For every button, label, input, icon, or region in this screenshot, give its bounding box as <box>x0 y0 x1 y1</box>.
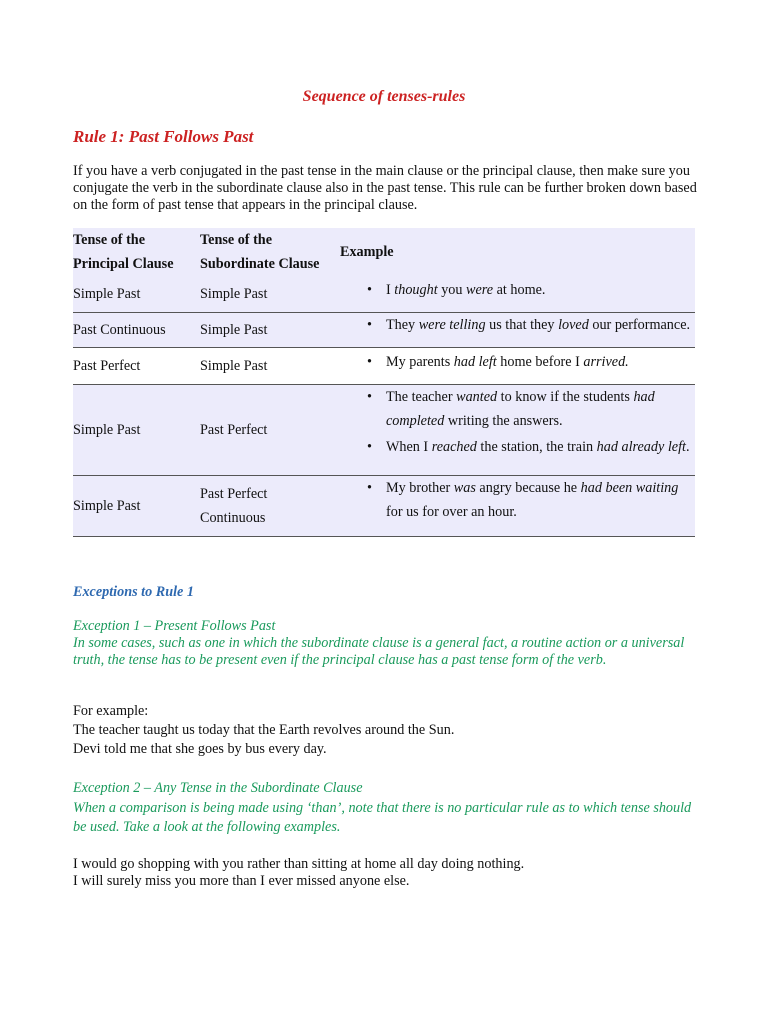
example-item: • I thought you were at home. <box>386 278 695 302</box>
example-list <box>340 385 695 459</box>
exception-2-title: Exception 2 – Any Tense in the Subordinate Clause <box>73 780 363 796</box>
header-principal-clause: Tense of the Principal Clause <box>73 228 200 276</box>
table-row <box>73 476 695 537</box>
example-item: • The teacher wanted to know if the students had completed writing the answers. <box>386 385 695 433</box>
example-list <box>340 476 695 524</box>
example-sentence: I would go shopping with you rather than sitting at home all day doing nothing. <box>73 856 525 872</box>
table-row <box>73 348 695 385</box>
tense-table <box>73 228 695 537</box>
principal-tense-cell: Simple Past <box>73 476 200 537</box>
example-cell <box>340 385 695 476</box>
principal-tense-cell: Simple Past <box>73 385 200 476</box>
exception-1-examples <box>73 702 454 759</box>
exception-1-title: Exception 1 – Present Follows Past <box>73 618 276 634</box>
principal-tense-cell: Past Continuous <box>73 313 200 348</box>
example-cell <box>340 313 695 348</box>
subordinate-tense-cell: Simple Past <box>200 348 340 385</box>
header-example: Example <box>340 228 695 276</box>
exception-2-text: When a comparison is being made using ‘than’, note that there is no particular rule as to which tense should be used. Take a look at the following examples. <box>73 799 692 835</box>
subordinate-tense-cell: Past Perfect <box>200 385 340 476</box>
example-cell <box>340 476 695 537</box>
example-sentence: The teacher taught us today that the Earth revolves around the Sun. <box>73 722 455 738</box>
example-list <box>340 350 695 374</box>
example-item: • They were telling us that they loved our performance. <box>386 313 695 337</box>
example-cell <box>340 348 695 385</box>
example-sentence: Devi told me that she goes by bus every day. <box>73 741 327 757</box>
table-row <box>73 313 695 348</box>
table-header-row <box>73 228 695 276</box>
examples-label: For example: <box>73 703 149 719</box>
exception-1-text: In some cases, such as one in which the subordinate clause is a general fact, a routine action or a universal truth, the tense has to be present even if the principal clause has a past tense form of the verb. <box>73 635 685 668</box>
exception-1-block <box>73 618 698 669</box>
example-sentence: I will surely miss you more than I ever missed anyone else. <box>73 873 410 889</box>
table-row <box>73 385 695 476</box>
rule-intro-paragraph: If you have a verb conjugated in the past tense in the main clause or the principal clause, then make sure you conjugate the verb in the subordinate clause also in the past tense. This rule can be further broken down based on the form of past tense that appears in the principal clause. <box>73 163 697 213</box>
example-list <box>340 313 695 337</box>
example-cell <box>340 276 695 313</box>
exception-2-block <box>73 779 698 838</box>
subordinate-tense-cell: Simple Past <box>200 276 340 313</box>
exceptions-heading: Exceptions to Rule 1 <box>73 584 194 600</box>
header-subordinate-clause: Tense of the Subordinate Clause <box>200 228 340 276</box>
principal-tense-cell: Past Perfect <box>73 348 200 385</box>
table-row <box>73 276 695 313</box>
example-item: • My brother was angry because he had been waiting for us for over an hour. <box>386 476 695 524</box>
example-item: • When I reached the station, the train had already left. <box>386 435 695 459</box>
subordinate-tense-cell: Simple Past <box>200 313 340 348</box>
subordinate-tense-cell: Past Perfect Continuous <box>200 476 340 537</box>
rule-heading: Rule 1: Past Follows Past <box>73 127 254 146</box>
document-title: Sequence of tenses-rules <box>302 88 466 105</box>
exception-2-examples <box>73 856 524 890</box>
principal-tense-cell: Simple Past <box>73 276 200 313</box>
example-list <box>340 278 695 302</box>
example-item: • My parents had left home before I arrived. <box>386 350 695 374</box>
